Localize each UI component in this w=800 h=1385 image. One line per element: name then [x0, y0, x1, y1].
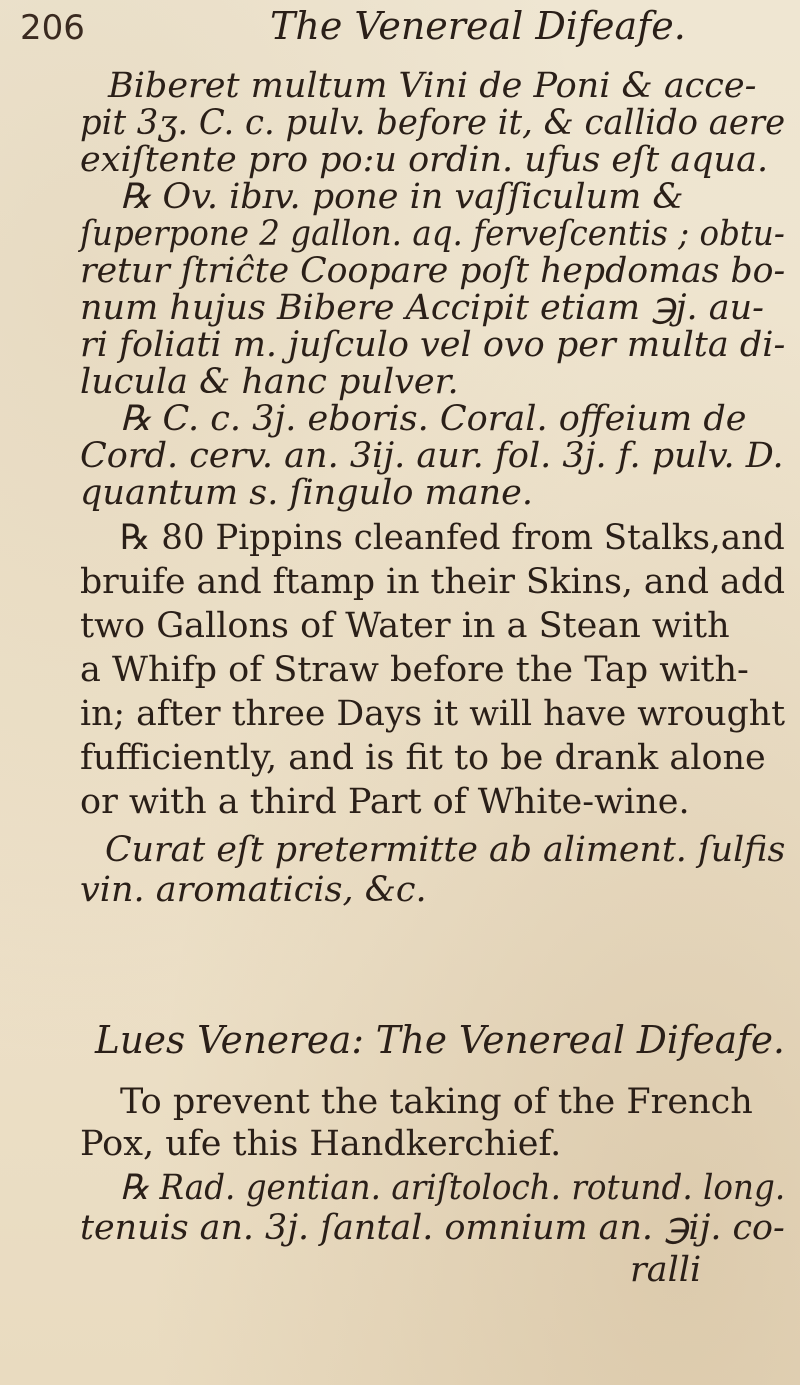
text-line-21: vin. aromaticis, &c.	[80, 870, 427, 910]
text-line-19: or with a third Part of White-wine.	[80, 782, 690, 822]
text-line-14: bruife and ftamp in their Skins, and add	[80, 562, 786, 602]
text-line-10: ℞ C. c. 3j. eboris. Coral. offeium de	[120, 399, 747, 439]
text-line-22: To prevent the taking of the French	[120, 1082, 753, 1122]
section-heading: Lues Venerea: The Venereal Difeafe.	[95, 1018, 785, 1062]
text-line-23: Pox, ufe this Handkerchief.	[80, 1124, 562, 1164]
text-line-5: ſuperpone 2 gallon. aq. ferveſcentis ; obtu-	[80, 214, 785, 254]
text-line-18: fufficiently, and is fit to be drank alone	[80, 738, 766, 778]
text-line-1: Biberet multum Vini de Poni & acce-	[108, 66, 757, 106]
text-line-13: ℞ 80 Pippins cleanfed from Stalks,and	[120, 518, 785, 558]
text-line-7: num hujus Bibere Accipit etiam ℈j. au-	[80, 288, 764, 328]
running-title: The Venereal Difeafe.	[270, 4, 686, 48]
text-line-12: quantum s. ſingulo mane.	[80, 473, 533, 513]
catchword: ralli	[630, 1250, 702, 1290]
text-line-3: exiſtente pro po:u ordin. ufus eſt aqua.	[80, 140, 769, 180]
text-line-4: ℞ Ov. ibɪv. pone in vaſſiculum &	[120, 177, 684, 217]
text-line-11: Cord. cerv. an. 3ij. aur. fol. 3j. f. pulv. D.	[80, 436, 784, 476]
text-line-16: a Whifp of Straw before the Tap with-	[80, 650, 749, 690]
text-line-8: ri foliati m. juſculo vel ovo per multa di-	[80, 325, 786, 365]
text-line-24: ℞ Rad. gentian. ariſtoloch. rotund. long.	[120, 1168, 786, 1208]
text-line-25: tenuis an. 3j. ſantal. omnium an. ℈ij. co-	[80, 1208, 785, 1248]
page-number: 206	[20, 8, 85, 48]
text-line-9: lucula & hanc pulver.	[80, 362, 459, 402]
text-line-20: Curat eſt pretermitte ab aliment. ſulfis	[105, 830, 786, 870]
text-line-2: pit 3ʒ. C. c. pulv. before it, & callido aere	[80, 103, 786, 143]
text-line-15: two Gallons of Water in a Stean with	[80, 606, 730, 646]
text-line-17: in; after three Days it will have wrought	[80, 694, 786, 734]
text-line-6: retur ſtriĉte Coopare poſt hepdomas bo-	[80, 251, 786, 291]
